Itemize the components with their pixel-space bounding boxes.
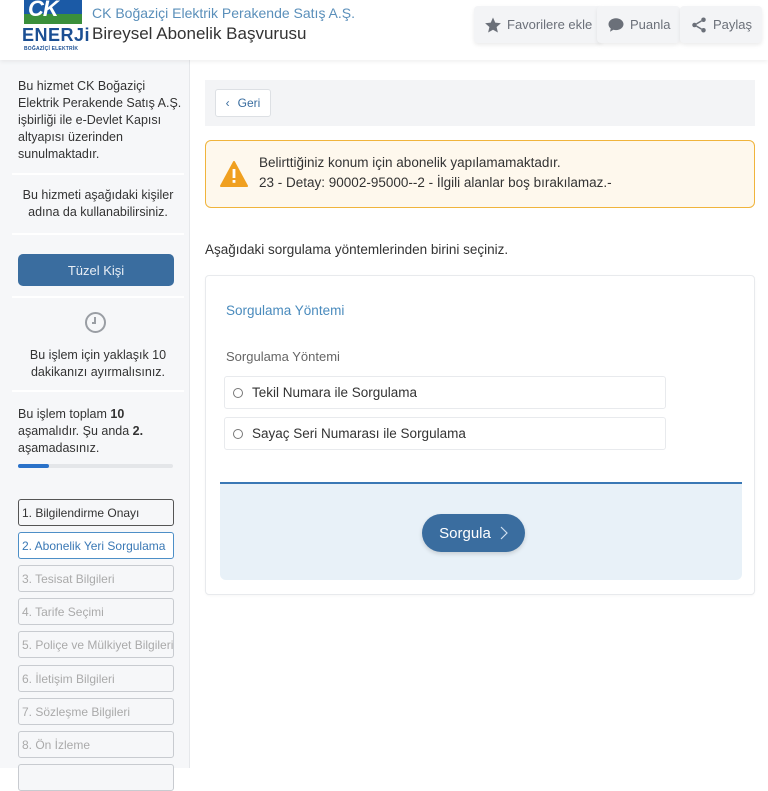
sidebar — [0, 60, 190, 768]
radio-sayac-seri[interactable] — [224, 417, 666, 450]
share-icon — [690, 16, 708, 34]
step-9[interactable] — [18, 764, 174, 791]
logo-sub-text: BOĞAZİÇİ ELEKTRİK — [24, 46, 79, 52]
back-label: Geri — [237, 96, 261, 110]
divider — [12, 173, 184, 175]
speech-bubble-icon — [607, 16, 625, 34]
page-title: Bireysel Abonelik Başvurusu — [92, 24, 307, 43]
step-7[interactable]: 7. Sözleşme Bilgileri — [18, 698, 174, 725]
chevron-right-icon — [500, 526, 508, 540]
ck-enerji-logo[interactable] — [22, 0, 91, 56]
field-label: Sorgulama Yöntemi — [226, 349, 340, 364]
favorite-label: Favorilere ekle — [507, 17, 593, 32]
radio-circle-icon[interactable] — [233, 388, 243, 398]
star-icon — [484, 16, 502, 34]
logo-mark — [24, 0, 82, 24]
radio-circle-icon[interactable] — [233, 429, 243, 439]
query-method-card — [205, 275, 755, 595]
warning-icon — [220, 161, 248, 187]
sorgula-button[interactable] — [422, 514, 525, 552]
progress-fill — [18, 464, 49, 468]
rate-button[interactable] — [597, 6, 680, 43]
favorite-button[interactable] — [474, 6, 602, 43]
clock-icon — [85, 312, 106, 333]
org-name: CK Boğaziçi Elektrik Perakende Satış A.Ş. — [92, 5, 356, 21]
sorgula-label: Sorgula — [439, 524, 491, 542]
progress-text: Bu işlem toplam 10 aşamalıdır. Şu anda 2. aşamadasınız. — [18, 407, 144, 455]
other-persons-note: Bu hizmeti aşağıdaki kişiler adına da kullanabilirsiniz. — [22, 188, 174, 219]
service-intro: Bu hizmet CK Boğaziçi Elektrik Perakende Satış A.Ş. işbirliği ile e-Devlet Kapısı altyapısı üzerinden sunulmaktadır. — [18, 79, 182, 161]
instruction-text: Aşağıdaki sorgulama yöntemlerinden birini seçiniz. — [205, 242, 509, 257]
radio-tekil-numara[interactable] — [224, 376, 666, 409]
radio-label: Tekil Numara ile Sorgulama — [252, 385, 418, 400]
step-1[interactable]: 1. Bilgilendirme Onayı — [18, 499, 174, 526]
step-5[interactable]: 5. Poliçe ve Mülkiyet Bilgileri — [18, 631, 174, 658]
step-2[interactable]: 2. Abonelik Yeri Sorgulama — [18, 532, 174, 559]
chevron-left-icon: ‹ — [225, 96, 230, 110]
card-title: Sorgulama Yöntemi — [226, 303, 345, 318]
share-label: Paylaş — [713, 17, 753, 32]
time-estimate: Bu işlem için yaklaşık 10 dakikanızı ayırmalısınız. — [29, 348, 167, 379]
toolbar — [205, 80, 755, 126]
header — [0, 0, 768, 60]
rate-label: Puanla — [630, 17, 671, 32]
step-3[interactable]: 3. Tesisat Bilgileri — [18, 565, 174, 592]
logo-brand-text: ENERJi — [22, 25, 91, 45]
warning-alert — [205, 140, 755, 208]
alert-detail: 23 - Detay: 90002-95000--2 - İlgili alanlar boş bırakılamaz.- — [259, 175, 612, 190]
step-6[interactable]: 6. İletişim Bilgileri — [18, 665, 174, 692]
tuzel-kisi-button[interactable]: Tüzel Kişi — [18, 254, 174, 286]
radio-label: Sayaç Seri Numarası ile Sorgulama — [252, 426, 466, 441]
divider — [12, 390, 184, 392]
divider — [12, 296, 184, 298]
step-4[interactable]: 4. Tarife Seçimi — [18, 598, 174, 625]
alert-message: Belirttiğiniz konum için abonelik yapılamamaktadır. — [259, 155, 561, 170]
logo-ck-text: CK — [28, 0, 58, 21]
submit-area — [220, 482, 742, 580]
back-button[interactable] — [215, 89, 271, 117]
divider — [12, 233, 184, 235]
share-button[interactable] — [680, 6, 762, 43]
step-8[interactable]: 8. Ön İzleme — [18, 731, 174, 758]
progress-bar — [18, 464, 173, 468]
